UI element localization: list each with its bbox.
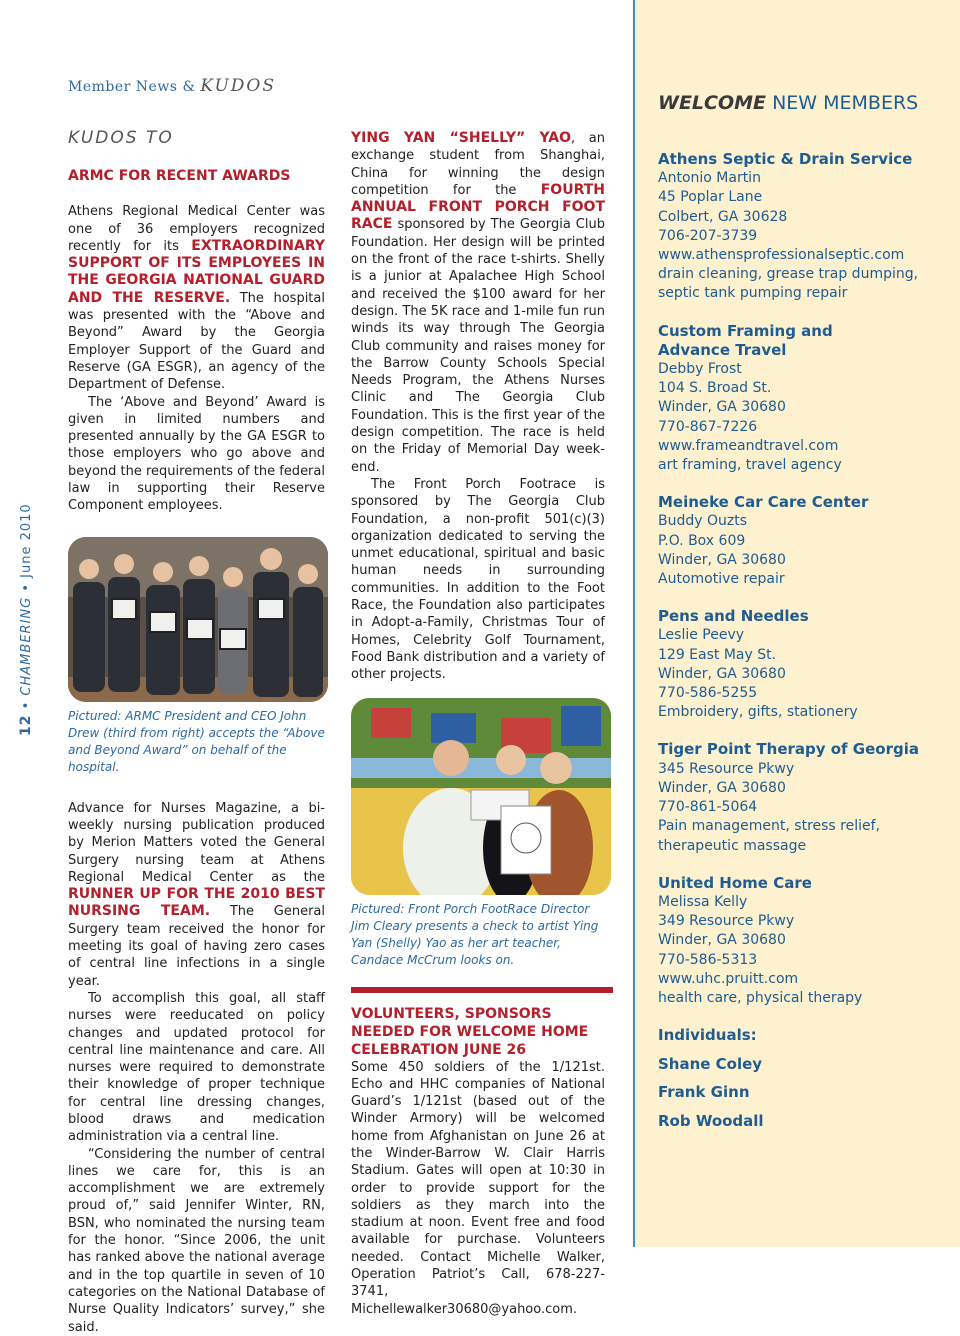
armc-paragraph-1 bbox=[68, 203, 325, 393]
armc-title: ARMC FOR RECENT AWARDS bbox=[68, 168, 291, 185]
armc-award-photo bbox=[68, 537, 328, 702]
page-folio bbox=[18, 503, 34, 736]
member-name: Meineke Car Care Center bbox=[658, 493, 869, 512]
kudos-heading: KUDOS TO bbox=[68, 128, 174, 148]
member-entry bbox=[658, 322, 948, 476]
individuals-label: Individuals: bbox=[658, 1026, 757, 1045]
member-line: 129 East May St. bbox=[658, 646, 777, 663]
new-members-word: NEW MEMBERS bbox=[766, 92, 919, 114]
volunteers-paragraph: Some 450 soldiers of the 1/121st. Echo and HHC companies of National Guard’s 1/121st (based out of the Winder Armory) will be welcomed home from Afghanistan on June 26 at the Winder-Barrow W. Clair Harris Stadium. Gates will open at 10:30 in order to provide support for the soldiers as they march into the stadium at noon. Event free and food available for purchase. Volunteers needed. Contact Michelle Walker, Operation Patriot’s Call, 678-227-3741, Michellewalker30680@yahoo.com. bbox=[351, 1059, 605, 1317]
ying-paragraph-2: The Front Porch Footrace is sponsored by The Georgia Club Foundation, a non-profit 501(c)(3) organization dedicated to serving the unmet educational, spiritual and basic human needs in surrounding communities. In addition to the Foot Race, the Foundation also participates in Adopt-a-Family, Christmas Tour of Homes, Celebrity Golf Tournament, Food Bank distribution and a variety of other projects. bbox=[351, 476, 605, 683]
text-run: The hospital was presented with the “Above and Beyond” Award by the Georgia Employer Support of the Guard and Reserve (GA ESGR), an agency of the Department of Defense. bbox=[68, 290, 325, 393]
individual-name: Shane Coley bbox=[658, 1054, 763, 1073]
member-line: Colbert, GA 30628 bbox=[658, 208, 788, 225]
member-name: Pens and Needles bbox=[658, 607, 809, 626]
footrace-photo-illustration bbox=[351, 698, 611, 895]
individual-name: Rob Woodall bbox=[658, 1111, 764, 1130]
nurse-paragraph-3: “Considering the number of central lines we care for, this is an accomplishment we are extremely proud of,” said Jennifer Winter, RN, BSN, who nominated the nursing team for the honor. “Since 2006, the unit has ranked above the national average and in the top quartile in seven of 10 categories on the National Database of Nurse Quality Indicators’ survey,” she said. bbox=[68, 1146, 325, 1335]
member-line: 770-586-5313 bbox=[658, 951, 758, 968]
member-line: art framing, travel agency bbox=[658, 457, 842, 474]
welcome-heading bbox=[658, 92, 918, 114]
highlight-text: RUNNER UP FOR THE 2010 BEST NURSING TEAM. bbox=[68, 886, 325, 920]
section-label bbox=[68, 76, 276, 96]
member-line: 770-861-5064 bbox=[658, 799, 758, 816]
member-website: www.frameandtravel.com bbox=[658, 437, 839, 454]
member-line: 770-867-7226 bbox=[658, 418, 758, 435]
member-line: Winder, GA 30680 bbox=[658, 551, 786, 568]
member-name: Custom Framing and Advance Travel bbox=[658, 321, 833, 359]
member-line: 706-207-3739 bbox=[658, 227, 758, 244]
individual-name: Frank Ginn bbox=[658, 1083, 750, 1102]
member-entry bbox=[658, 493, 948, 589]
magazine-name: CHAMBERING bbox=[19, 596, 34, 696]
nurse-paragraph-1 bbox=[68, 800, 325, 990]
member-entry bbox=[658, 150, 948, 304]
page-number: 12 bbox=[18, 714, 34, 736]
member-line: Leslie Peevy bbox=[658, 627, 745, 644]
folio-bullet: • bbox=[19, 582, 34, 592]
member-line: Pain management, stress relief, bbox=[658, 818, 881, 835]
ying-paragraph-1 bbox=[351, 130, 605, 476]
member-line: drain cleaning, grease trap dumping, bbox=[658, 266, 919, 283]
armc-photo-illustration bbox=[68, 537, 328, 702]
member-line: 45 Poplar Lane bbox=[658, 189, 763, 206]
member-line: Antonio Martin bbox=[658, 170, 761, 187]
member-website: www.uhc.pruitt.com bbox=[658, 970, 799, 987]
highlight-text: EXTRAORDINARY SUPPORT OF ITS EMPLOYEES IN THE GEORGIA NATIONAL GUARD AND THE RESERVE. bbox=[68, 237, 325, 306]
text-run: , an exchange student from Shanghai, China for winning the design competition for the bbox=[351, 131, 605, 198]
member-line: 770-586-5255 bbox=[658, 685, 758, 702]
member-line: Automotive repair bbox=[658, 571, 785, 588]
member-name: Tiger Point Therapy of Georgia bbox=[658, 740, 919, 759]
member-line: P.O. Box 609 bbox=[658, 532, 746, 549]
member-line: 349 Resource Pkwy bbox=[658, 913, 795, 930]
member-entry bbox=[658, 607, 948, 722]
section-label-prefix: Member News & bbox=[68, 79, 201, 95]
text-run: Advance for Nurses Magazine, a bi-weekly nursing publication produced by Merion Matters voted the General Surgery nursing team at Athens Regional Medical Center as the bbox=[68, 800, 325, 885]
issue-date: June 2010 bbox=[19, 503, 34, 578]
text-run: Athens Regional Medical Center was one of 36 employers recognized recently for its bbox=[68, 204, 325, 254]
member-line: Winder, GA 30680 bbox=[658, 665, 786, 682]
footrace-photo bbox=[351, 698, 611, 895]
member-name: Athens Septic & Drain Service bbox=[658, 150, 913, 168]
member-line: septic tank pumping repair bbox=[658, 285, 848, 302]
member-name: United Home Care bbox=[658, 873, 812, 892]
member-line: Embroidery, gifts, stationery bbox=[658, 704, 858, 721]
column-ying-yan bbox=[351, 130, 605, 1318]
member-line: Melissa Kelly bbox=[658, 893, 748, 910]
member-line: health care, physical therapy bbox=[658, 989, 863, 1006]
section-divider bbox=[351, 987, 613, 993]
highlight-text: YING YAN “SHELLY” YAO bbox=[351, 130, 572, 146]
member-line: Debby Frost bbox=[658, 361, 742, 378]
folio-bullet: • bbox=[19, 700, 34, 710]
member-line: Winder, GA 30680 bbox=[658, 399, 786, 416]
section-label-kudos: KUDOS bbox=[200, 76, 276, 96]
nurse-paragraph-2: To accomplish this goal, all staff nurses were reeducated on policy changes and updated protocol for central line maintenance and care. All nurses were required to demonstrate their knowledge of proper technique for central line dressing changes, blood draws and medication administration via a central line. bbox=[68, 990, 325, 1145]
armc-photo-caption: Pictured: ARMC President and CEO John Drew (third from right) accepts the “Above and Beyond Award” on behalf of the hospital. bbox=[68, 708, 325, 774]
member-line: therapeutic massage bbox=[658, 837, 807, 854]
text-run: The General Surgery team received the honor for meeting its goal of having zero cases of central line infections in a single year. bbox=[68, 904, 325, 989]
welcome-word: WELCOME bbox=[658, 92, 767, 114]
member-entry bbox=[658, 740, 948, 855]
member-line: 104 S. Broad St. bbox=[658, 380, 772, 397]
volunteers-title: VOLUNTEERS, SPONSORS NEEDED FOR WELCOME HOME CELEBRATION JUNE 26 bbox=[351, 1005, 589, 1058]
member-line: Winder, GA 30680 bbox=[658, 932, 786, 949]
highlight-text: FOURTH ANNUAL FRONT PORCH FOOT RACE bbox=[351, 181, 605, 233]
text-run: sponsored by The Georgia Club Foundation. Her design will be printed on the front of the race t-shirts. Shelly is a junior at Apalachee High School and received the $100 award for her design. The 5K race and 1-mile fun run winds its way through The Georgia Club community and raises money for the Barrow County Schools Special Needs Program, the Athens Nurses Clinic and The Georgia Club Foundation. This is the first year of the design competition. The race is held on the Friday of Memorial Day week-end. bbox=[351, 217, 605, 475]
member-website: www.athensprofessionalseptic.com bbox=[658, 247, 905, 264]
column-kudos bbox=[68, 130, 325, 1336]
armc-paragraph-2: The ‘Above and Beyond’ Award is given in limited numbers and presented annually by the GA ESGR to those employers who go above and beyond the requirements of the federal law in supporting their Reserve Component employees. bbox=[68, 394, 325, 514]
member-line: 345 Resource Pkwy bbox=[658, 760, 795, 777]
member-line: Buddy Ouzts bbox=[658, 513, 748, 530]
member-entry bbox=[658, 874, 948, 1008]
footrace-photo-caption: Pictured: Front Porch FootRace Director Jim Cleary presents a check to artist Ying Yan (Shelly) Yao as her art teacher, Candace McCrum looks on. bbox=[351, 901, 599, 967]
member-line: Winder, GA 30680 bbox=[658, 779, 786, 796]
new-members-list bbox=[658, 150, 948, 1140]
